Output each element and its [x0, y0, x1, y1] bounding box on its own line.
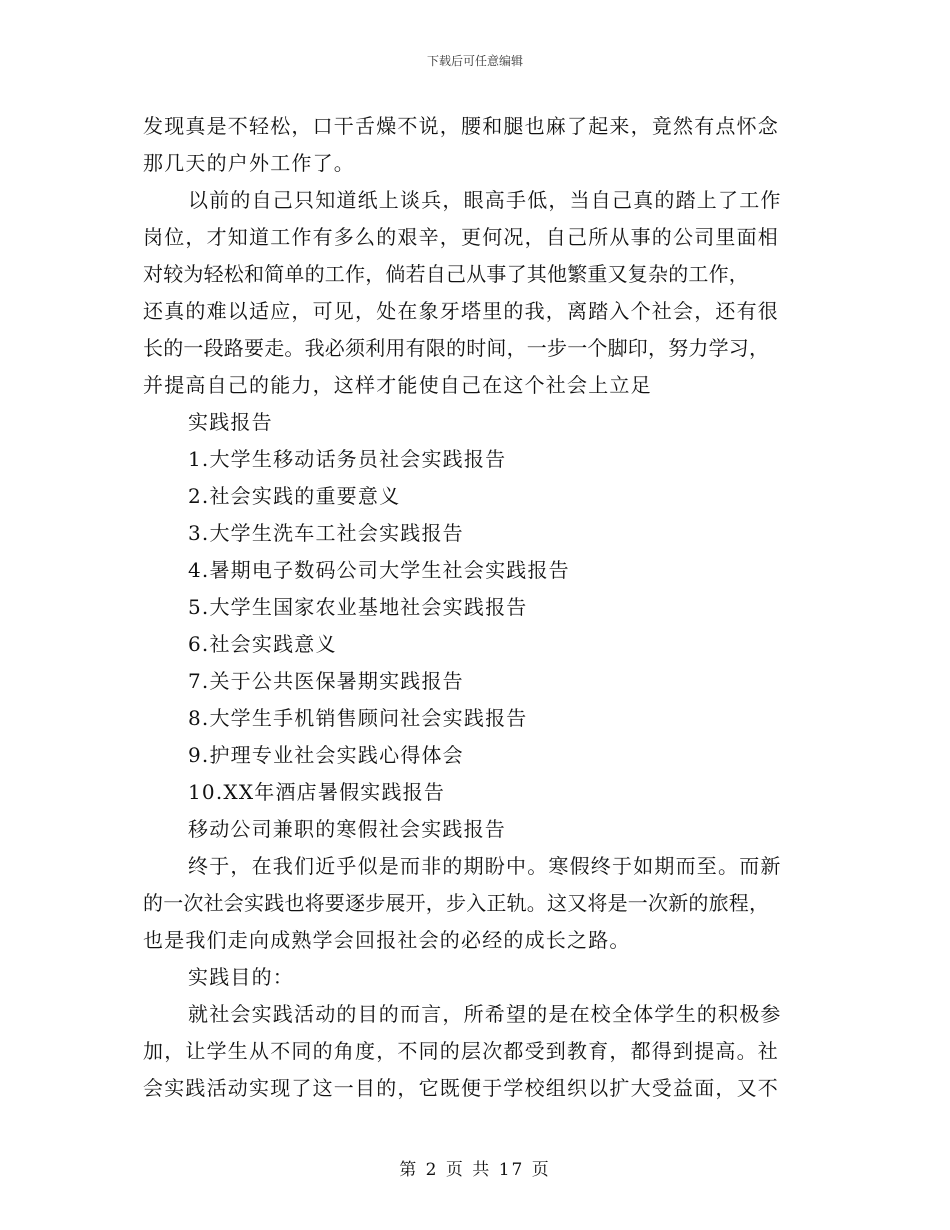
list-item: 3.大学生洗车工社会实践报告 — [188, 521, 464, 545]
section-heading: 实践报告 — [188, 410, 273, 434]
document-body — [143, 108, 808, 1107]
text-line: 以前的自己只知道纸上谈兵，眼高手低，当自己真的踏上了工作 — [188, 188, 782, 212]
text-line: 那几天的户外工作了。 — [143, 151, 355, 175]
list-item: 10.XX年酒店暑假实践报告 — [188, 780, 446, 804]
list-item: 9.护理专业社会实践心得体会 — [188, 743, 464, 767]
text-line: 还真的难以适应，可见，处在象牙塔里的我，离踏入个社会，还有很 — [143, 299, 779, 323]
text-line: 就社会实践活动的目的而言，所希望的是在校全体学生的积极参 — [188, 1002, 782, 1026]
text-line: 会实践活动实现了这一目的，它既便于学校组织以扩大受益面，又不 — [143, 1076, 779, 1100]
section-heading: 实践目的： — [188, 965, 294, 989]
list-item: 1.大学生移动话务员社会实践报告 — [188, 447, 507, 471]
text-line: 的一次社会实践也将要逐步展开，步入正轨。这又将是一次新的旅程， — [143, 891, 770, 915]
text-line: 加，让学生从不同的角度，不同的层次都受到教育，都得到提高。社 — [143, 1039, 779, 1063]
list-item: 2.社会实践的重要意义 — [188, 484, 401, 508]
list-item: 7.关于公共医保暑期实践报告 — [188, 669, 464, 693]
list-item: 8.大学生手机销售顾问社会实践报告 — [188, 706, 528, 730]
text-line: 长的一段路要走。我必须利用有限的时间，一步一个脚印，努力学习， — [143, 336, 770, 360]
text-line: 也是我们走向成熟学会回报社会的必经的成长之路。 — [143, 928, 631, 952]
text-line: 对较为轻松和简单的工作，倘若自己从事了其他繁重又复杂的工作， — [143, 262, 749, 286]
section-heading: 移动公司兼职的寒假社会实践报告 — [188, 817, 506, 841]
text-line: 终于，在我们近乎似是而非的期盼中。寒假终于如期而至。而新 — [188, 854, 782, 878]
page-footer: 第 2 页 共 17 页 — [399, 1160, 551, 1180]
page-header: 下载后可任意编辑 — [426, 54, 523, 68]
text-line: 岗位，才知道工作有多么的艰辛，更何况，自己所从事的公司里面相 — [143, 225, 779, 249]
list-item: 6.社会实践意义 — [188, 632, 337, 656]
list-item: 4.暑期电子数码公司大学生社会实践报告 — [188, 558, 570, 582]
text-line: 发现真是不轻松，口干舌燥不说，腰和腿也麻了起来，竟然有点怀念 — [143, 114, 779, 138]
list-item: 5.大学生国家农业基地社会实践报告 — [188, 595, 528, 619]
text-line: 并提高自己的能力，这样才能使自己在这个社会上立足 — [143, 373, 652, 397]
